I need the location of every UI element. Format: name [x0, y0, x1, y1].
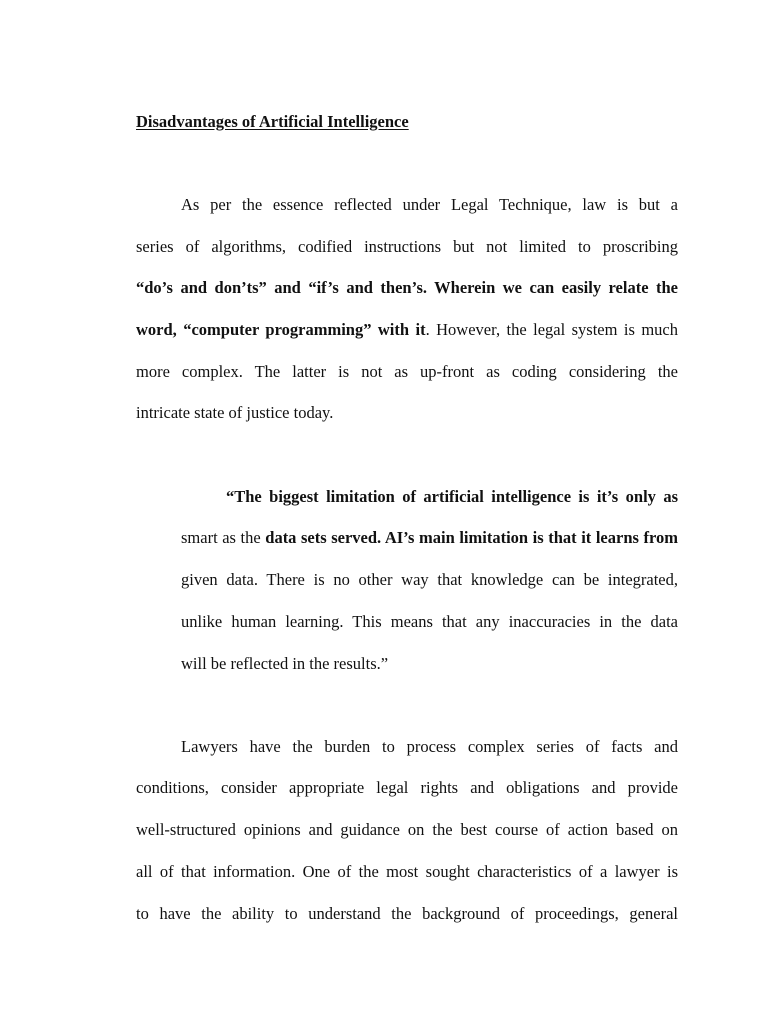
quote-line4: unlike human learning. This means that any inaccuracies in the data [181, 612, 678, 631]
paragraph2-line4: all of that information. One of the most sought characteristics of a lawyer is [136, 862, 678, 881]
paragraph2-line2: conditions, consider appropriate legal rights and obligations and provide [136, 778, 678, 797]
document-heading: Disadvantages of Artificial Intelligence [136, 112, 409, 131]
paragraph1-line4 [136, 319, 678, 341]
paragraph2-line3: well-structured opinions and guidance on the best course of action based on [136, 820, 678, 839]
quote-line2 [181, 527, 678, 549]
paragraph2-line1: Lawyers have the burden to process complex series of facts and [181, 737, 678, 756]
quote-line1: “The biggest limitation of artificial intelligence is it’s only as [226, 487, 678, 506]
quote-line3: given data. There is no other way that knowledge can be integrated, [181, 570, 678, 589]
quote-line2-bold: data sets served. AI’s main limitation is that it learns from [265, 528, 679, 547]
paragraph1-line6: intricate state of justice today. [136, 403, 334, 422]
paragraph1-line4-rest: . However, the legal system is much [425, 320, 678, 339]
paragraph1-line5: more complex. The latter is not as up-front as coding considering the [136, 362, 678, 381]
paragraph2-line5: to have the ability to understand the background of proceedings, general [136, 904, 678, 923]
quote-line5: will be reflected in the results.” [181, 654, 389, 673]
paragraph1-line1: As per the essence reflected under Legal Technique, law is but a [181, 195, 678, 214]
quote-line2-plain: smart as the [181, 528, 266, 547]
paragraph1-line4-bold: word, “computer programming” with it [136, 320, 426, 339]
paragraph1-line2: series of algorithms, codified instructions but not limited to proscribing [136, 237, 678, 256]
paragraph1-line3: “do’s and don’ts” and “if’s and then’s. Wherein we can easily relate the [136, 278, 678, 297]
